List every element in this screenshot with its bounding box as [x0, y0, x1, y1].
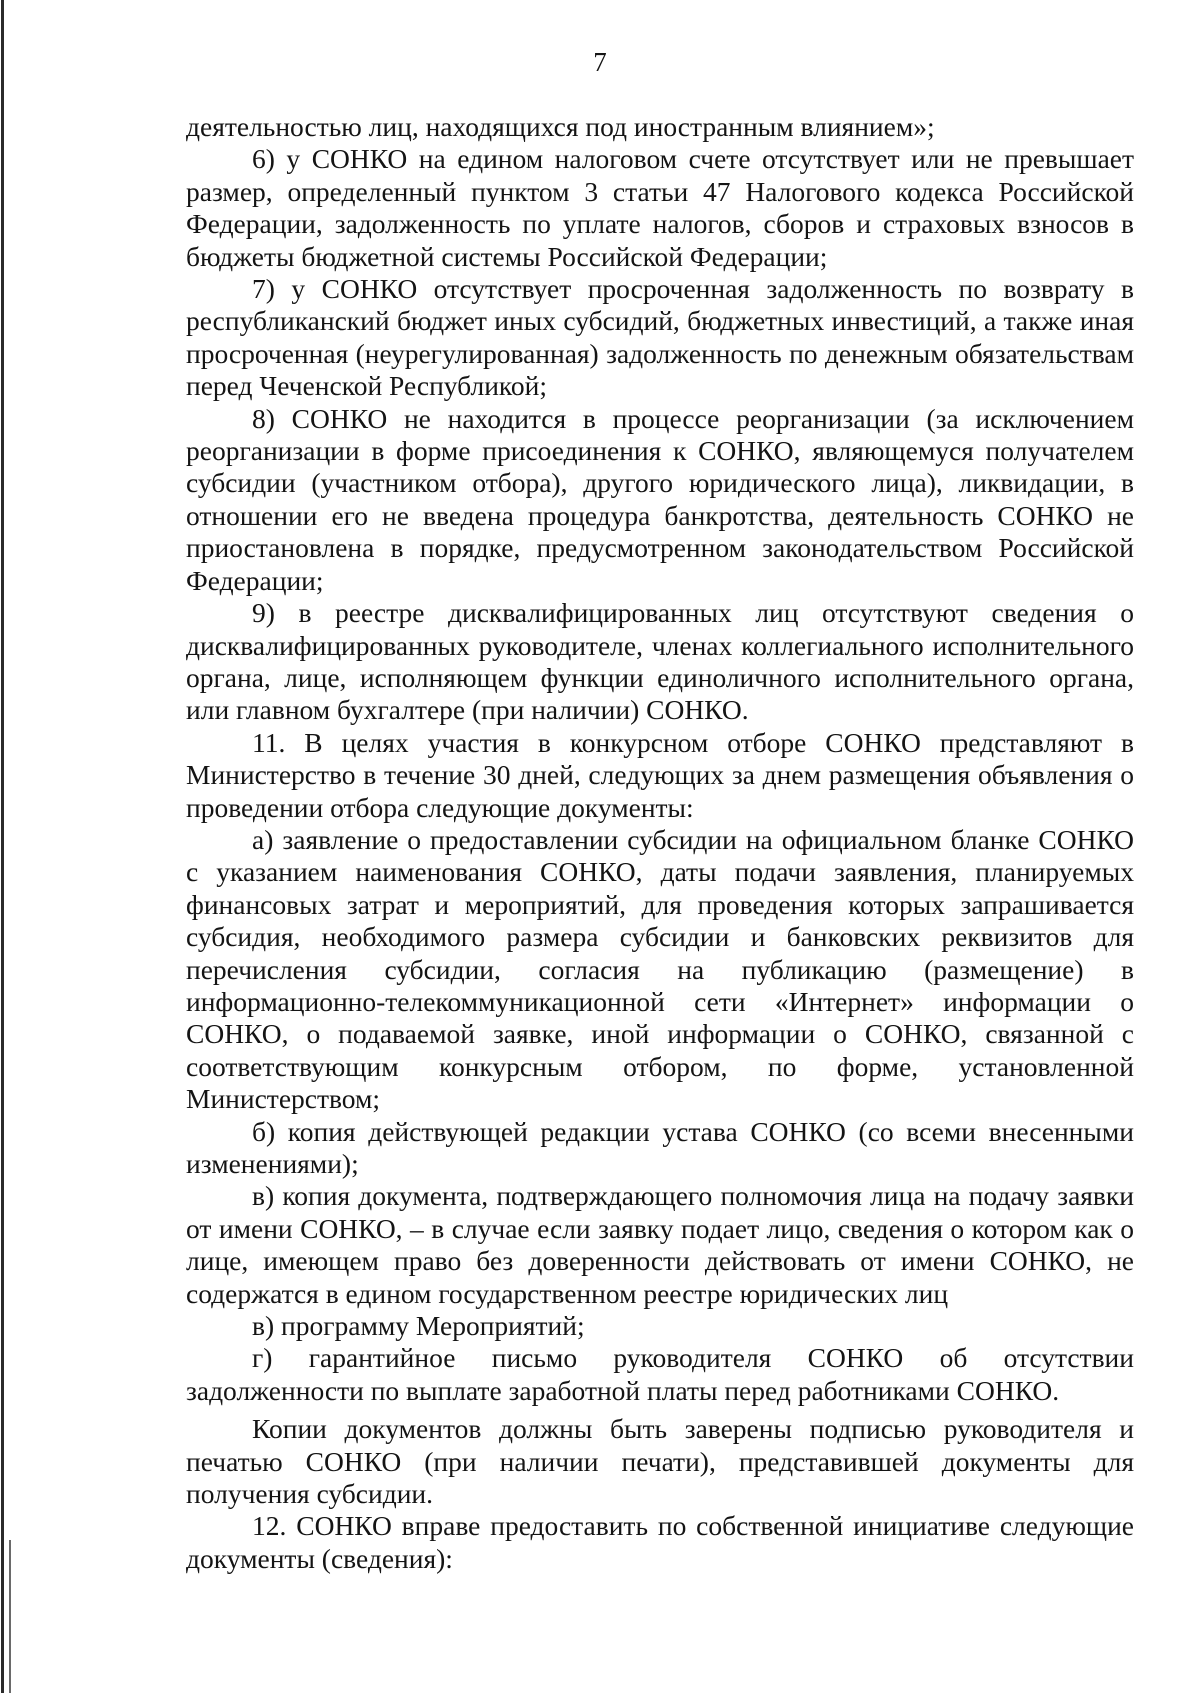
paragraph-4: 9) в реестре дисквалифицированных лиц отсутствуют сведения о дисквалифицированных руководителе, членах коллегиального исполнительного органа, лице, исполняющем функции единоличного исполнительного органа, или главном бухгалтере (при наличии) СОНКО. [186, 597, 1134, 726]
paragraph-1: 6) у СОНКО на едином налоговом счете отсутствует или не превышает размер, определенный пунктом 3 статьи 47 Налогового кодекса Российской Федерации, задолженность по уплате налогов, сборов и страховых взносов в бюджеты бюджетной системы Российской Федерации; [186, 143, 1134, 272]
paragraph-0: деятельностью лиц, находящихся под иностранным влиянием»; [186, 111, 935, 142]
scan-edge-line [1, 0, 4, 1693]
paragraph-9: в) программу Мероприятий; [252, 1310, 585, 1342]
paragraph-3: 8) СОНКО не находится в процессе реорганизации (за исключением реорганизации в форме присоединения к СОНКО, являющемуся получателем субсидии (участником отбора), другого юридического лица), ликвидации, в отношении его не введена процедура банкротства, деятельность СОНКО не приостановлена в порядке, предусмотренном законодательством Российской Федерации; [186, 402, 1134, 596]
document-body [186, 111, 1134, 1575]
paragraph-5: 11. В целях участия в конкурсном отборе СОНКО представляют в Министерство в течение 30 дней, следующих за днем размещения объявления о проведении отбора следующие документы: [186, 726, 1134, 823]
scan-edge-line-secondary [9, 1540, 11, 1693]
paragraph-8: в) копия документа, подтверждающего полномочия лица на подачу заявки от имени СОНКО, – в случае если заявку подает лицо, сведения о котором как о лице, имеющем право без доверенности действовать от имени СОНКО, не содержатся в едином государственном реестре юридических лиц [186, 1180, 1134, 1309]
paragraph-2: 7) у СОНКО отсутствует просроченная задолженность по возврату в республиканский бюджет иных субсидий, бюджетных инвестиций, а также иная просроченная (неурегулированная) задолженность по денежным обязательствам перед Чеченской Республикой; [186, 273, 1134, 402]
paragraph-11: Копии документов должны быть заверены подписью руководителя и печатью СОНКО (при наличии печати), представившей документы для получения субсидии. [186, 1413, 1134, 1510]
page-number: 7 [593, 47, 607, 77]
paragraph-12: 12. СОНКО вправе предоставить по собственной инициативе следующие документы (сведения): [186, 1510, 1134, 1574]
paragraph-10: г) гарантийное письмо руководителя СОНКО об отсутствии задолженности по выплате заработной платы перед работниками СОНКО. [186, 1342, 1134, 1406]
paragraph-6: а) заявление о предоставлении субсидии на официальном бланке СОНКО с указанием наименования СОНКО, даты подачи заявления, планируемых финансовых затрат и мероприятий, для проведения которых запрашивается субсидия, необходимого размера субсидии и банковских реквизитов для перечисления субсидии, согласия на публикацию (размещение) в информационно-телекоммуникационной сети «Интернет» информации о СОНКО, о подаваемой заявке, иной информации о СОНКО, связанной с соответствующим конкурсным отбором, по форме, установленной Министерством; [186, 823, 1134, 1115]
paragraph-7: б) копия действующей редакции устава СОНКО (со всеми внесенными изменениями); [186, 1115, 1134, 1179]
